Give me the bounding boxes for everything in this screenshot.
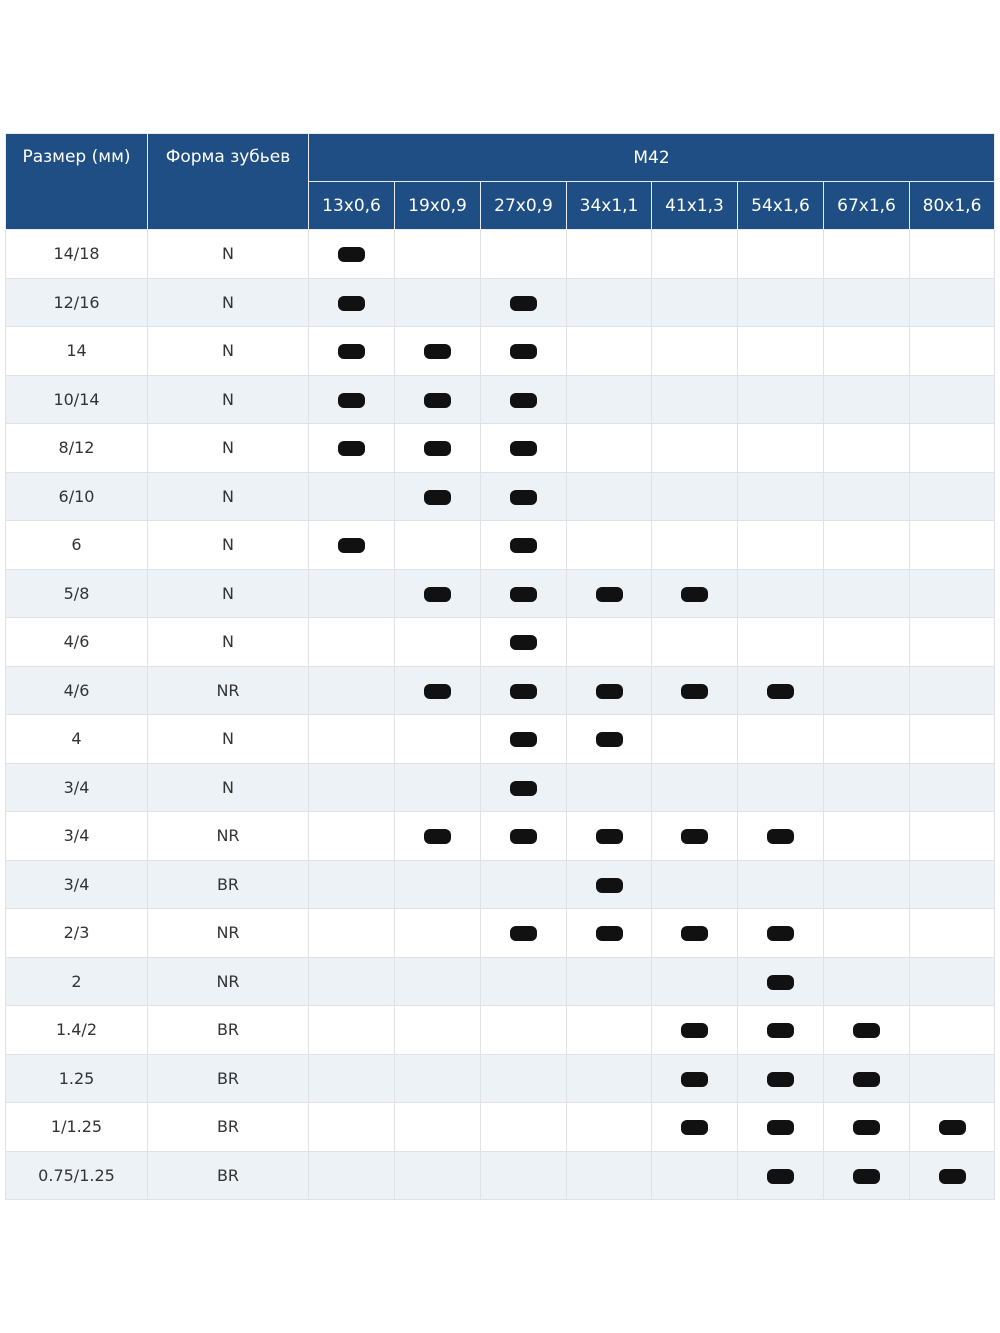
availability-cell (309, 569, 395, 618)
availability-cell (652, 278, 738, 327)
tooth-form-cell: N (148, 278, 309, 327)
table-body (6, 230, 995, 1200)
availability-cell (824, 812, 910, 861)
availability-cell (481, 618, 567, 667)
availability-cell (738, 1103, 824, 1152)
table-row (6, 569, 995, 618)
availability-cell (738, 278, 824, 327)
availability-cell (567, 278, 652, 327)
table-row (6, 375, 995, 424)
table-row (6, 1103, 995, 1152)
availability-cell (738, 521, 824, 570)
table-row (6, 327, 995, 376)
dimension-header: 13x0,6 (309, 182, 395, 230)
availability-cell (910, 1054, 995, 1103)
availability-cell (738, 1054, 824, 1103)
availability-cell (395, 472, 481, 521)
size-cell: 10/14 (6, 375, 148, 424)
availability-cell (824, 327, 910, 376)
availability-cell (567, 424, 652, 473)
availability-marker (424, 829, 451, 844)
tooth-form-cell: NR (148, 812, 309, 861)
availability-cell (738, 957, 824, 1006)
tooth-form-cell: N (148, 424, 309, 473)
table-row (6, 860, 995, 909)
availability-cell (395, 763, 481, 812)
availability-marker (510, 490, 537, 505)
availability-cell (481, 424, 567, 473)
availability-marker (424, 344, 451, 359)
size-cell: 1/1.25 (6, 1103, 148, 1152)
size-cell: 14/18 (6, 230, 148, 279)
availability-cell (652, 569, 738, 618)
availability-cell (824, 618, 910, 667)
availability-cell (567, 618, 652, 667)
availability-cell (910, 569, 995, 618)
availability-marker (767, 829, 794, 844)
table-row (6, 278, 995, 327)
availability-cell (309, 860, 395, 909)
availability-cell (824, 715, 910, 764)
dimension-header: 80x1,6 (910, 182, 995, 230)
availability-cell (309, 715, 395, 764)
availability-marker (510, 781, 537, 796)
availability-cell (481, 521, 567, 570)
availability-cell (481, 1006, 567, 1055)
size-column-header: Размер (мм) (6, 134, 148, 230)
table-row (6, 521, 995, 570)
availability-cell (824, 909, 910, 958)
dimension-header: 34x1,1 (567, 182, 652, 230)
availability-cell (652, 860, 738, 909)
availability-marker (338, 247, 365, 262)
availability-cell (481, 1151, 567, 1200)
availability-cell (824, 278, 910, 327)
availability-cell (910, 375, 995, 424)
availability-marker (596, 684, 623, 699)
availability-cell (910, 521, 995, 570)
availability-cell (652, 812, 738, 861)
availability-cell (652, 1151, 738, 1200)
availability-marker (510, 587, 537, 602)
availability-cell (652, 327, 738, 376)
availability-marker (767, 1169, 794, 1184)
availability-cell (309, 1006, 395, 1055)
availability-cell (309, 327, 395, 376)
availability-marker (681, 684, 708, 699)
availability-cell (910, 278, 995, 327)
availability-cell (567, 957, 652, 1006)
availability-cell (567, 909, 652, 958)
availability-cell (652, 375, 738, 424)
availability-cell (395, 1151, 481, 1200)
availability-cell (652, 230, 738, 279)
availability-cell (481, 860, 567, 909)
availability-cell (567, 1006, 652, 1055)
availability-cell (910, 618, 995, 667)
availability-cell (309, 375, 395, 424)
availability-cell (309, 618, 395, 667)
table-row (6, 812, 995, 861)
availability-cell (309, 230, 395, 279)
availability-marker (596, 878, 623, 893)
availability-cell (309, 666, 395, 715)
tooth-form-cell: N (148, 472, 309, 521)
availability-cell (309, 909, 395, 958)
availability-cell (481, 715, 567, 764)
size-cell: 3/4 (6, 763, 148, 812)
dimension-header: 54x1,6 (738, 182, 824, 230)
availability-cell (309, 1151, 395, 1200)
availability-cell (395, 569, 481, 618)
availability-marker (338, 441, 365, 456)
availability-cell (481, 812, 567, 861)
availability-cell (395, 618, 481, 667)
availability-cell (309, 424, 395, 473)
availability-cell (309, 521, 395, 570)
size-cell: 6/10 (6, 472, 148, 521)
availability-cell (824, 424, 910, 473)
availability-cell (567, 327, 652, 376)
size-cell: 8/12 (6, 424, 148, 473)
availability-marker (424, 587, 451, 602)
availability-cell (652, 763, 738, 812)
availability-marker (596, 926, 623, 941)
tooth-form-cell: BR (148, 1103, 309, 1152)
table-row (6, 424, 995, 473)
tooth-form-cell: N (148, 618, 309, 667)
availability-cell (652, 957, 738, 1006)
availability-cell (567, 666, 652, 715)
table-row (6, 1054, 995, 1103)
material-header: M42 (309, 134, 995, 182)
availability-cell (309, 812, 395, 861)
availability-cell (481, 957, 567, 1006)
availability-cell (738, 375, 824, 424)
availability-cell (481, 375, 567, 424)
availability-cell (567, 1054, 652, 1103)
size-cell: 6 (6, 521, 148, 570)
availability-marker (510, 684, 537, 699)
availability-cell (824, 569, 910, 618)
dimension-header: 41x1,3 (652, 182, 738, 230)
availability-cell (481, 472, 567, 521)
availability-cell (309, 763, 395, 812)
table-row (6, 1006, 995, 1055)
availability-cell (910, 424, 995, 473)
availability-cell (481, 569, 567, 618)
table-row (6, 715, 995, 764)
availability-marker (596, 829, 623, 844)
availability-cell (910, 715, 995, 764)
availability-cell (395, 715, 481, 764)
dimension-header: 27x0,9 (481, 182, 567, 230)
availability-cell (652, 1054, 738, 1103)
table-header (6, 134, 995, 230)
availability-marker (853, 1120, 880, 1135)
availability-cell (395, 957, 481, 1006)
size-cell: 1.25 (6, 1054, 148, 1103)
availability-cell (738, 909, 824, 958)
availability-cell (738, 812, 824, 861)
size-cell: 4/6 (6, 618, 148, 667)
tooth-form-cell: N (148, 715, 309, 764)
table-row (6, 957, 995, 1006)
availability-cell (910, 1103, 995, 1152)
availability-marker (424, 393, 451, 408)
availability-marker (681, 1072, 708, 1087)
availability-marker (681, 926, 708, 941)
availability-cell (309, 1054, 395, 1103)
availability-cell (738, 569, 824, 618)
availability-marker (338, 393, 365, 408)
availability-cell (481, 1054, 567, 1103)
size-cell: 5/8 (6, 569, 148, 618)
table-row (6, 909, 995, 958)
availability-cell (910, 472, 995, 521)
availability-marker (424, 441, 451, 456)
tooth-form-column-header: Форма зубьев (148, 134, 309, 230)
availability-cell (824, 860, 910, 909)
availability-marker (767, 1072, 794, 1087)
availability-cell (738, 763, 824, 812)
availability-cell (481, 763, 567, 812)
availability-cell (824, 763, 910, 812)
availability-marker (338, 344, 365, 359)
availability-marker (767, 1120, 794, 1135)
availability-cell (652, 1006, 738, 1055)
availability-cell (567, 1151, 652, 1200)
availability-marker (767, 684, 794, 699)
availability-cell (481, 909, 567, 958)
availability-cell (309, 278, 395, 327)
availability-cell (567, 521, 652, 570)
availability-marker (510, 926, 537, 941)
availability-cell (824, 957, 910, 1006)
availability-marker (510, 344, 537, 359)
dimension-header: 67x1,6 (824, 182, 910, 230)
availability-cell (481, 278, 567, 327)
availability-cell (567, 763, 652, 812)
table-row (6, 1151, 995, 1200)
tooth-form-cell: N (148, 375, 309, 424)
availability-cell (824, 1054, 910, 1103)
availability-cell (567, 715, 652, 764)
availability-marker (767, 1023, 794, 1038)
availability-cell (395, 909, 481, 958)
tooth-form-cell: NR (148, 666, 309, 715)
size-cell: 14 (6, 327, 148, 376)
availability-cell (652, 618, 738, 667)
availability-cell (910, 666, 995, 715)
tooth-form-cell: N (148, 521, 309, 570)
availability-cell (481, 1103, 567, 1152)
table-row (6, 618, 995, 667)
size-cell: 2 (6, 957, 148, 1006)
size-cell: 4 (6, 715, 148, 764)
availability-cell (738, 472, 824, 521)
tooth-form-cell: N (148, 763, 309, 812)
availability-cell (395, 860, 481, 909)
availability-cell (824, 230, 910, 279)
availability-cell (395, 327, 481, 376)
availability-cell (910, 327, 995, 376)
size-cell: 12/16 (6, 278, 148, 327)
tooth-form-cell: BR (148, 1054, 309, 1103)
availability-cell (567, 812, 652, 861)
availability-cell (910, 860, 995, 909)
availability-marker (510, 732, 537, 747)
size-cell: 1.4/2 (6, 1006, 148, 1055)
availability-cell (652, 715, 738, 764)
availability-cell (738, 424, 824, 473)
availability-cell (395, 424, 481, 473)
availability-cell (309, 472, 395, 521)
availability-marker (510, 635, 537, 650)
availability-marker (424, 684, 451, 699)
availability-cell (395, 375, 481, 424)
availability-cell (395, 1103, 481, 1152)
availability-marker (681, 829, 708, 844)
availability-marker (681, 587, 708, 602)
availability-marker (596, 587, 623, 602)
availability-cell (652, 1103, 738, 1152)
availability-cell (910, 1006, 995, 1055)
availability-cell (824, 1151, 910, 1200)
availability-cell (910, 763, 995, 812)
availability-marker (510, 829, 537, 844)
availability-marker (939, 1169, 966, 1184)
availability-cell (738, 1006, 824, 1055)
availability-cell (567, 569, 652, 618)
tooth-form-cell: BR (148, 860, 309, 909)
availability-cell (824, 375, 910, 424)
availability-cell (395, 812, 481, 861)
availability-cell (738, 618, 824, 667)
availability-marker (853, 1169, 880, 1184)
availability-marker (767, 926, 794, 941)
availability-cell (910, 909, 995, 958)
availability-marker (681, 1023, 708, 1038)
availability-marker (510, 296, 537, 311)
table-row (6, 763, 995, 812)
availability-cell (824, 1006, 910, 1055)
availability-cell (567, 375, 652, 424)
availability-marker (853, 1023, 880, 1038)
table-row (6, 666, 995, 715)
availability-marker (510, 441, 537, 456)
availability-marker (853, 1072, 880, 1087)
availability-cell (652, 424, 738, 473)
tooth-form-cell: NR (148, 909, 309, 958)
size-cell: 2/3 (6, 909, 148, 958)
size-cell: 0.75/1.25 (6, 1151, 148, 1200)
compatibility-table (5, 133, 995, 1200)
availability-cell (481, 666, 567, 715)
availability-marker (424, 490, 451, 505)
size-cell: 4/6 (6, 666, 148, 715)
availability-marker (510, 538, 537, 553)
availability-cell (738, 666, 824, 715)
availability-marker (681, 1120, 708, 1135)
availability-cell (824, 521, 910, 570)
availability-cell (824, 472, 910, 521)
availability-marker (338, 538, 365, 553)
table-row (6, 472, 995, 521)
availability-cell (395, 1054, 481, 1103)
availability-cell (395, 278, 481, 327)
availability-marker (767, 975, 794, 990)
availability-cell (824, 666, 910, 715)
tooth-form-cell: NR (148, 957, 309, 1006)
availability-cell (395, 230, 481, 279)
tooth-form-cell: N (148, 230, 309, 279)
availability-cell (395, 666, 481, 715)
availability-marker (338, 296, 365, 311)
availability-cell (652, 666, 738, 715)
availability-cell (738, 715, 824, 764)
dimension-header: 19x0,9 (395, 182, 481, 230)
availability-cell (395, 521, 481, 570)
tooth-form-cell: N (148, 569, 309, 618)
availability-marker (510, 393, 537, 408)
availability-marker (596, 732, 623, 747)
availability-cell (738, 860, 824, 909)
tooth-form-cell: N (148, 327, 309, 376)
availability-marker (939, 1120, 966, 1135)
availability-cell (567, 472, 652, 521)
availability-cell (738, 1151, 824, 1200)
availability-cell (910, 230, 995, 279)
availability-cell (309, 957, 395, 1006)
tooth-form-cell: BR (148, 1151, 309, 1200)
availability-cell (567, 860, 652, 909)
size-cell: 3/4 (6, 812, 148, 861)
availability-cell (910, 957, 995, 1006)
size-cell: 3/4 (6, 860, 148, 909)
table-row (6, 230, 995, 279)
availability-cell (567, 230, 652, 279)
availability-cell (481, 230, 567, 279)
availability-cell (652, 909, 738, 958)
tooth-form-cell: BR (148, 1006, 309, 1055)
availability-cell (481, 327, 567, 376)
availability-cell (652, 472, 738, 521)
availability-cell (738, 327, 824, 376)
availability-cell (395, 1006, 481, 1055)
availability-cell (652, 521, 738, 570)
availability-cell (910, 812, 995, 861)
availability-cell (309, 1103, 395, 1152)
availability-cell (910, 1151, 995, 1200)
availability-cell (738, 230, 824, 279)
availability-cell (824, 1103, 910, 1152)
availability-cell (567, 1103, 652, 1152)
